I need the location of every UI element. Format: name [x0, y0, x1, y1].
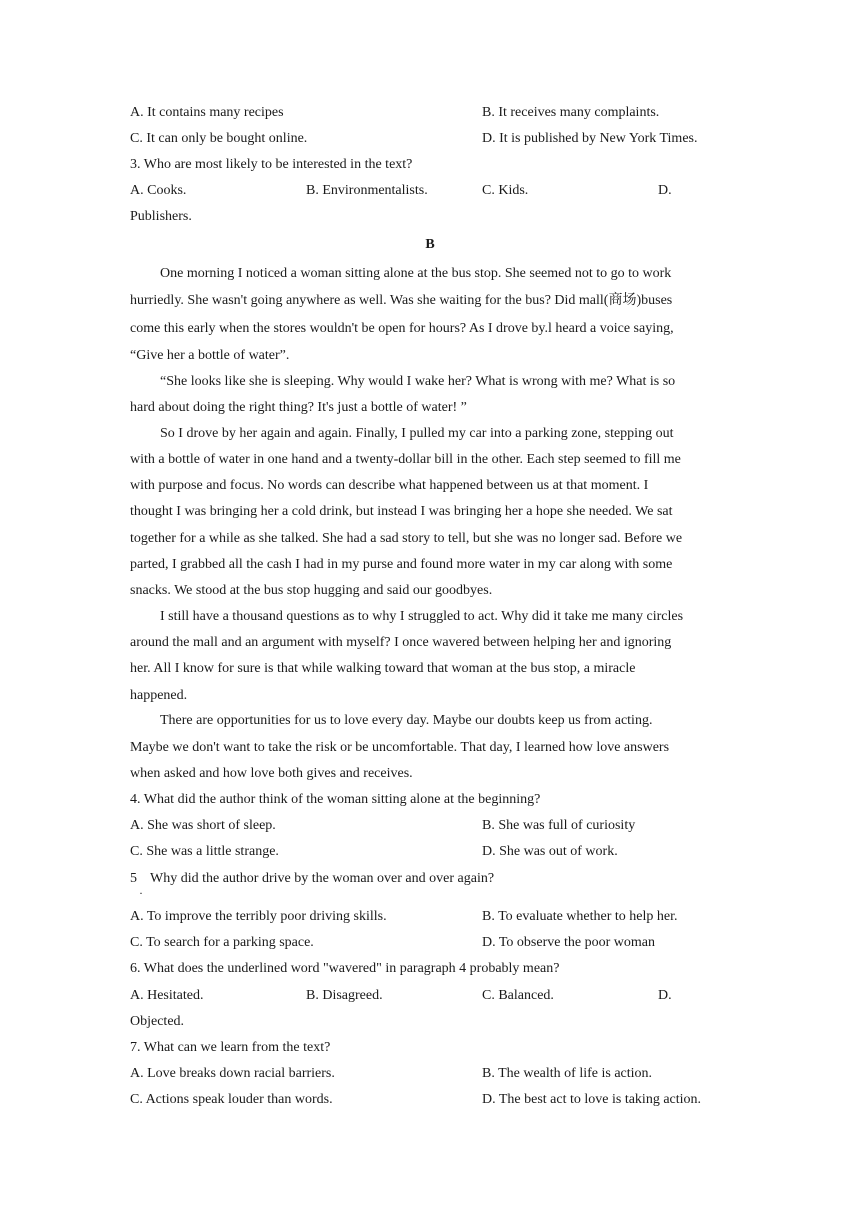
- q5-question: Why did the author drive by the woman over and over again?: [150, 871, 495, 886]
- passage-line: together for a while as she talked. She had a sad story to tell, but she was no longer sad. Before we: [130, 531, 683, 546]
- q6-question: 6. What does the underlined word "wavered" in paragraph 4 probably mean?: [130, 961, 560, 976]
- passage-line: “She looks like she is sleeping. Why would I wake her? What is wrong with me? What is so: [160, 374, 676, 389]
- passage-line: hurriedly. She wasn't going anywhere as well. Was she waiting for the bus? Did mall(商场)buses: [130, 293, 673, 308]
- passage-line: her. All I know for sure is that while walking toward that woman at the bus stop, a miracle: [130, 661, 636, 676]
- q4-question: 4. What did the author think of the woman sitting alone at the beginning?: [130, 792, 541, 807]
- passage-line: One morning I noticed a woman sitting alone at the bus stop. She seemed not to go to work: [160, 266, 672, 281]
- passage-line: There are opportunities for us to love every day. Maybe our doubts keep us from acting.: [160, 713, 653, 728]
- passage-line: when asked and how love both gives and receives.: [130, 766, 413, 781]
- passage-line: hard about doing the right thing? It's just a bottle of water! ”: [130, 400, 467, 415]
- q4-option-b: B. She was full of curiosity: [482, 818, 636, 833]
- section-title: B: [425, 237, 435, 252]
- q3-question: 3. Who are most likely to be interested in the text?: [130, 157, 413, 172]
- passage-line: So I drove by her again and again. Finally, I pulled my car into a parking zone, stepping out: [160, 426, 674, 441]
- q5-option-d: D. To observe the poor woman: [482, 935, 655, 950]
- passage-line: come this early when the stores wouldn't be open for hours? As I drove by.l heard a voice saying,: [130, 321, 674, 336]
- passage-line: thought I was bringing her a cold drink, but instead I was bringing her a hope she needed. We sat: [130, 504, 673, 519]
- passage-line: parted, I grabbed all the cash I had in my purse and found more water in my car along with some: [130, 557, 673, 572]
- q4-option-c: C. She was a little strange.: [130, 844, 279, 859]
- q6-option-d: D.: [658, 988, 672, 1003]
- q5-number-dot: ·: [139, 886, 143, 900]
- q4-option-d: D. She was out of work.: [482, 844, 618, 859]
- q3-option-a: A. Cooks.: [130, 183, 187, 198]
- passage-line: with a bottle of water in one hand and a twenty-dollar bill in the other. Each step seemed to fill me: [130, 452, 681, 467]
- q3-option-c: C. Kids.: [482, 183, 529, 198]
- passage-line: around the mall and an argument with myself? I once wavered between helping her and ignoring: [130, 635, 672, 650]
- q6-option-b: B. Disagreed.: [306, 988, 383, 1003]
- q2-option-a: A. It contains many recipes: [130, 105, 284, 120]
- passage-line: I still have a thousand questions as to why I struggled to act. Why did it take me many circles: [160, 609, 684, 624]
- q7-option-d: D. The best act to love is taking action.: [482, 1092, 702, 1107]
- q6-option-a: A. Hesitated.: [130, 988, 204, 1003]
- passage-line: with purpose and focus. No words can describe what happened between us at that moment. I: [130, 478, 649, 493]
- q5-option-a: A. To improve the terribly poor driving skills.: [130, 909, 387, 924]
- q2-option-b: B. It receives many complaints.: [482, 105, 660, 120]
- q4-option-a: A. She was short of sleep.: [130, 818, 276, 833]
- q7-question: 7. What can we learn from the text?: [130, 1040, 331, 1055]
- q3-option-d: D.: [658, 183, 672, 198]
- passage-line: snacks. We stood at the bus stop hugging and said our goodbyes.: [130, 583, 493, 598]
- q7-option-c: C. Actions speak louder than words.: [130, 1092, 333, 1107]
- q6-option-d-continued: Objected.: [130, 1014, 185, 1029]
- q5-option-b: B. To evaluate whether to help her.: [482, 909, 678, 924]
- q5-number: 5: [130, 871, 137, 886]
- q7-option-a: A. Love breaks down racial barriers.: [130, 1066, 335, 1081]
- q7-option-b: B. The wealth of life is action.: [482, 1066, 653, 1081]
- q3-option-b: B. Environmentalists.: [306, 183, 428, 198]
- q3-option-d-continued: Publishers.: [130, 209, 192, 224]
- passage-line: Maybe we don't want to take the risk or be uncomfortable. That day, I learned how love answers: [130, 740, 670, 755]
- passage-line: happened.: [130, 688, 188, 703]
- passage-line: “Give her a bottle of water”.: [130, 348, 290, 363]
- q2-option-d: D. It is published by New York Times.: [482, 131, 698, 146]
- q2-option-c: C. It can only be bought online.: [130, 131, 308, 146]
- q6-option-c: C. Balanced.: [482, 988, 554, 1003]
- q5-option-c: C. To search for a parking space.: [130, 935, 314, 950]
